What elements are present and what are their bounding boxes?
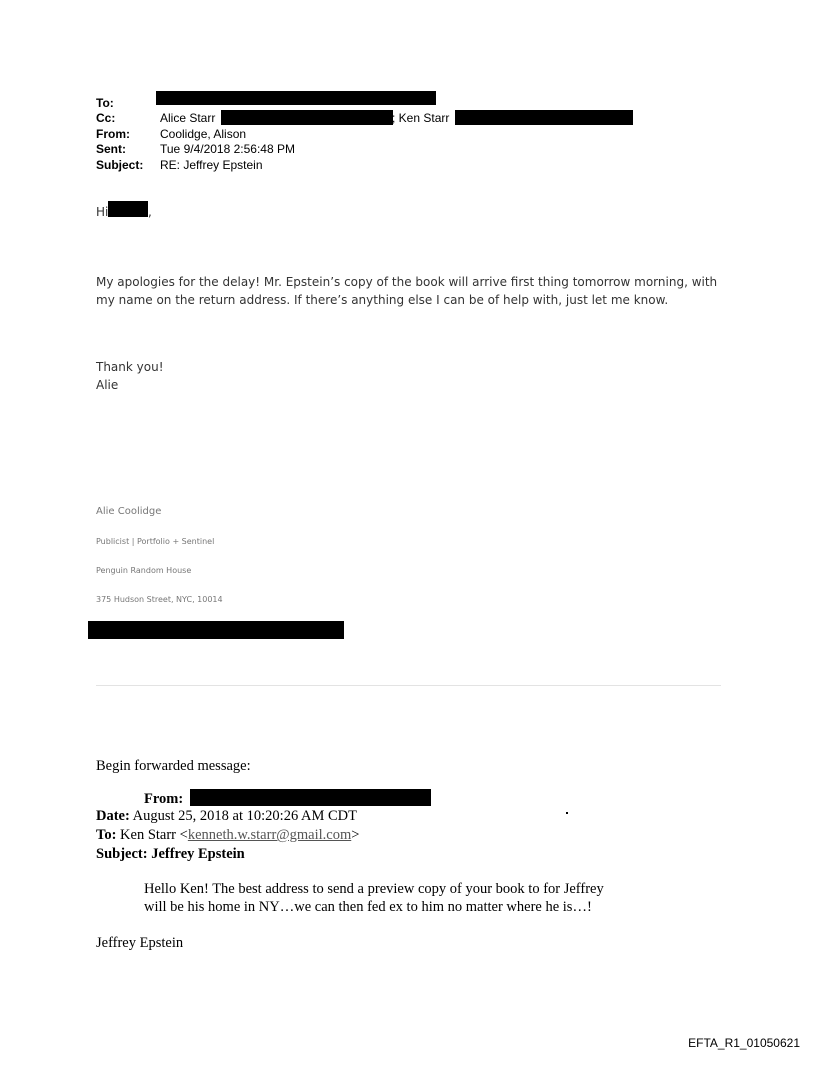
stray-dot xyxy=(566,812,568,814)
redaction-signature xyxy=(88,621,344,639)
fwd-from-label: From: xyxy=(144,791,184,807)
fwd-to-name: Ken Starr < xyxy=(120,827,188,843)
signature-name: Alie Coolidge xyxy=(96,506,162,517)
to-label: To: xyxy=(96,96,114,110)
sent-value: Tue 9/4/2018 2:56:48 PM xyxy=(160,142,295,156)
greeting-suffix: , xyxy=(148,205,152,219)
paragraph-line-2: my name on the return address. If there’s anything else I can be of help with, just let me know. xyxy=(96,293,669,307)
subject-value: RE: Jeffrey Epstein xyxy=(160,158,263,172)
fwd-subject-label: Subject: xyxy=(96,846,148,862)
signature-address: 375 Hudson Street, NYC, 10014 xyxy=(96,595,223,604)
cc-label: Cc: xyxy=(96,111,116,125)
fwd-subject-value: Jeffrey Epstein xyxy=(151,846,245,862)
fwd-to-label: To: xyxy=(96,827,117,843)
fwd-body xyxy=(144,880,604,916)
fwd-body-line-2: will be his home in NY…we can then fed ex to him no matter where he is…! xyxy=(144,899,592,915)
subject-label: Subject: xyxy=(96,158,144,172)
signature-company: Penguin Random House xyxy=(96,566,192,575)
fwd-date-label: Date: xyxy=(96,808,130,824)
redaction-fwd-from xyxy=(190,789,431,806)
divider xyxy=(96,685,721,686)
from-value: Coolidge, Alison xyxy=(160,127,247,141)
message-paragraph xyxy=(96,273,717,309)
paragraph-line-1: My apologies for the delay! Mr. Epstein’s copy of the book will arrive first thing tomorrow morning, with xyxy=(96,275,718,289)
redaction-cc-2 xyxy=(455,110,633,125)
fwd-to-line xyxy=(96,827,359,844)
redaction-to xyxy=(156,91,436,105)
document-id: EFTA_R1_01050621 xyxy=(688,1036,800,1050)
closing-text: Thank you! xyxy=(96,360,164,374)
closing-name: Alie xyxy=(96,378,119,392)
cc-name-1: Alice Starr xyxy=(160,111,216,125)
forwarded-intro: Begin forwarded message: xyxy=(96,758,251,774)
fwd-date-value: August 25, 2018 at 10:20:26 AM CDT xyxy=(132,808,358,824)
greeting-prefix: Hi xyxy=(96,205,109,219)
fwd-body-line-1: Hello Ken! The best address to send a preview copy of your book to for Jeffrey xyxy=(144,881,604,897)
fwd-to-email-link[interactable]: kenneth.w.starr@gmail.com xyxy=(187,827,352,843)
redaction-cc-1 xyxy=(221,110,393,125)
fwd-subject-line xyxy=(96,846,245,863)
fwd-date-line xyxy=(96,808,357,825)
fwd-signoff: Jeffrey Epstein xyxy=(96,935,184,951)
signature-title: Publicist | Portfolio + Sentinel xyxy=(96,537,215,546)
redaction-greeting xyxy=(108,201,148,217)
cc-name-2: ; Ken Starr xyxy=(392,111,450,125)
sent-label: Sent: xyxy=(96,142,126,156)
from-label: From: xyxy=(96,127,130,141)
fwd-to-close: > xyxy=(351,827,360,843)
closing-block xyxy=(96,358,164,394)
